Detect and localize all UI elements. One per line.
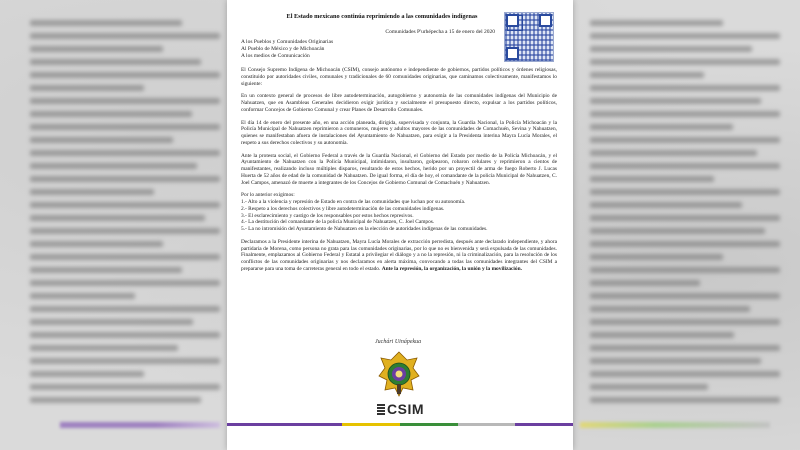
footer-stripe-segment: [285, 423, 343, 426]
addressee-line: Al Pueblo de México y de Michoacán: [241, 46, 325, 52]
csim-logo: [377, 401, 424, 417]
paragraph: Ante la protesta social, el Gobierno Federal a través de la Guardia Nacional, el Gobierno del Estado por medio de la Policía Michoacán, y el Ayuntamiento de Nahuatzen con la Policía Municipal, intimidaron, insultaron, golpearon, robaron celulares y reprimieron a cientos de manifestantes, realizando incluso múltiples disparos, resultando de estos hechos, herido por un proyectil de arma de fuego Roberto J. Lucas Huerta de 52 años de edad de la comunidad de Nahuatzen. De igual forma, el día de hoy, el comandante de la policía Municipal de Nahuatzen, C. Joel Campos, amenazó de muerte a integrantes de los Concejos de Gobierno Comunal de Comachuén y Nahuatzen.: [241, 152, 557, 186]
demand-item: 3.- El esclarecimiento y castigo de los responsables por estos hechos represivos.: [241, 212, 414, 219]
document-page: [227, 0, 573, 450]
demands-intro: Por lo anterior exigimos:: [241, 192, 295, 199]
paragraph: El día 14 de enero del presente año, en una acción planeada, dirigida, supervisada y conjunta, la Guardia Nacional, la Policía Michoacán y la Policía Municipal de Nahuatzen reprimieron a comuneros, mujeres y adultos mayores de las comunidades de Comachuén, Sevina y Nahuatzen, quienes se manifestaban afuera de instalaciones del Ayuntamiento de Nahuatzen, para exigir a la Presidenta interina Mayra Lucía Morales, el respeto a sus derechos colectivos y su autonomía.: [241, 119, 557, 146]
footer-stripe-segment: [342, 423, 400, 426]
footer-stripe-segment: [227, 423, 285, 426]
demand-item: 4.- La destitución del comandante de la policía Municipal de Nahuatzen, C. Joel Campos.: [241, 219, 435, 226]
blurred-background-text-right: [590, 20, 780, 410]
blurred-stripe-right: [580, 422, 770, 428]
document-body: [241, 67, 557, 279]
addressee-line: A los Pueblos y Comunidades Originarias: [241, 39, 334, 45]
blurred-stripe-left: [60, 422, 220, 428]
closing-text: Declaramos a la Presidente interina de Nahuatzen, Mayra Lucía Morales de extracción perredista, después ante declarado independiente, y ahora partidaria de Morena, como persona no grata para las comunidades originarias, por lo que no es bienvenida y será expulsada de las comunidades. Finalmente, emplazamos al Gobierno Federal y Estatal a privilegiar el diálogo y a no la represión, ni la criminalización, para la resolución de los conflictos de las comunidades originarias y nos declaramos en alerta máxima, convocando a todas las comunidades integrantes del CSIM a prepararse para una toma de carreteras general en todo el estado.: [241, 238, 557, 272]
demand-item: 1.- Alto a la violencia y represión de Estado en contra de las comunidades que luchan por su autonomía.: [241, 199, 466, 205]
small-qr-code-icon: [507, 15, 523, 31]
csim-emblem-icon: [377, 350, 421, 398]
footer-stripe-segment: [515, 423, 573, 426]
csim-logo-mark-icon: [377, 404, 385, 415]
date-line: Comunidades P'urhépecha a 15 de enero del 2020: [385, 29, 495, 35]
footer-color-stripe: [227, 423, 573, 426]
footer-stripe-segment: [400, 423, 458, 426]
csim-logo-text: CSIM: [387, 401, 424, 417]
addressees: [241, 39, 333, 60]
demands-list: [241, 192, 557, 233]
addressee-line: A los medios de Comunicación: [241, 53, 310, 59]
document-title: El Estado mexicano continúa reprimiendo a las comunidades indígenas: [286, 13, 478, 20]
footer-stripe-segment: [458, 423, 516, 426]
closing-slogan: Ante la represión, la organización, la unión y la movilización.: [381, 265, 522, 272]
blurred-background-text-left: [30, 20, 220, 410]
paragraph: El Consejo Supremo Indígena de Michoacán (CSIM), consejo autónomo e independiente de gobiernos, partidos políticos y órdenes religiosas, constituido por autoridades civiles, comunales y tradicionales de 60 comunidades originarias, que caminamos colectivamente, manifestamos lo siguiente:: [241, 67, 557, 87]
demand-item: 5.- La no intromisión del Ayuntamiento de Nahuatzen en la elección de autoridades indígenas de las comunidades.: [241, 226, 488, 232]
signature: Juchári Uinápekua: [375, 339, 422, 345]
closing-paragraph: [241, 239, 557, 273]
paragraph: En un contexto general de procesos de libre autodeterminación, autogobierno y autonomía de las comunidades indígenas del Municipio de Nahuatzen, que en Asambleas Generales decidieron exigir jurídica y socialmente el presupuesto directo, expulsar a los partidos políticos, conformar Concejos de Gobierno Comunal y crear Planes de Desarrollo Comunales.: [241, 93, 557, 113]
demand-item: 2.- Respeto a los derechos colectivos y libre autodeterminación de las comunidades indígenas.: [241, 205, 445, 212]
